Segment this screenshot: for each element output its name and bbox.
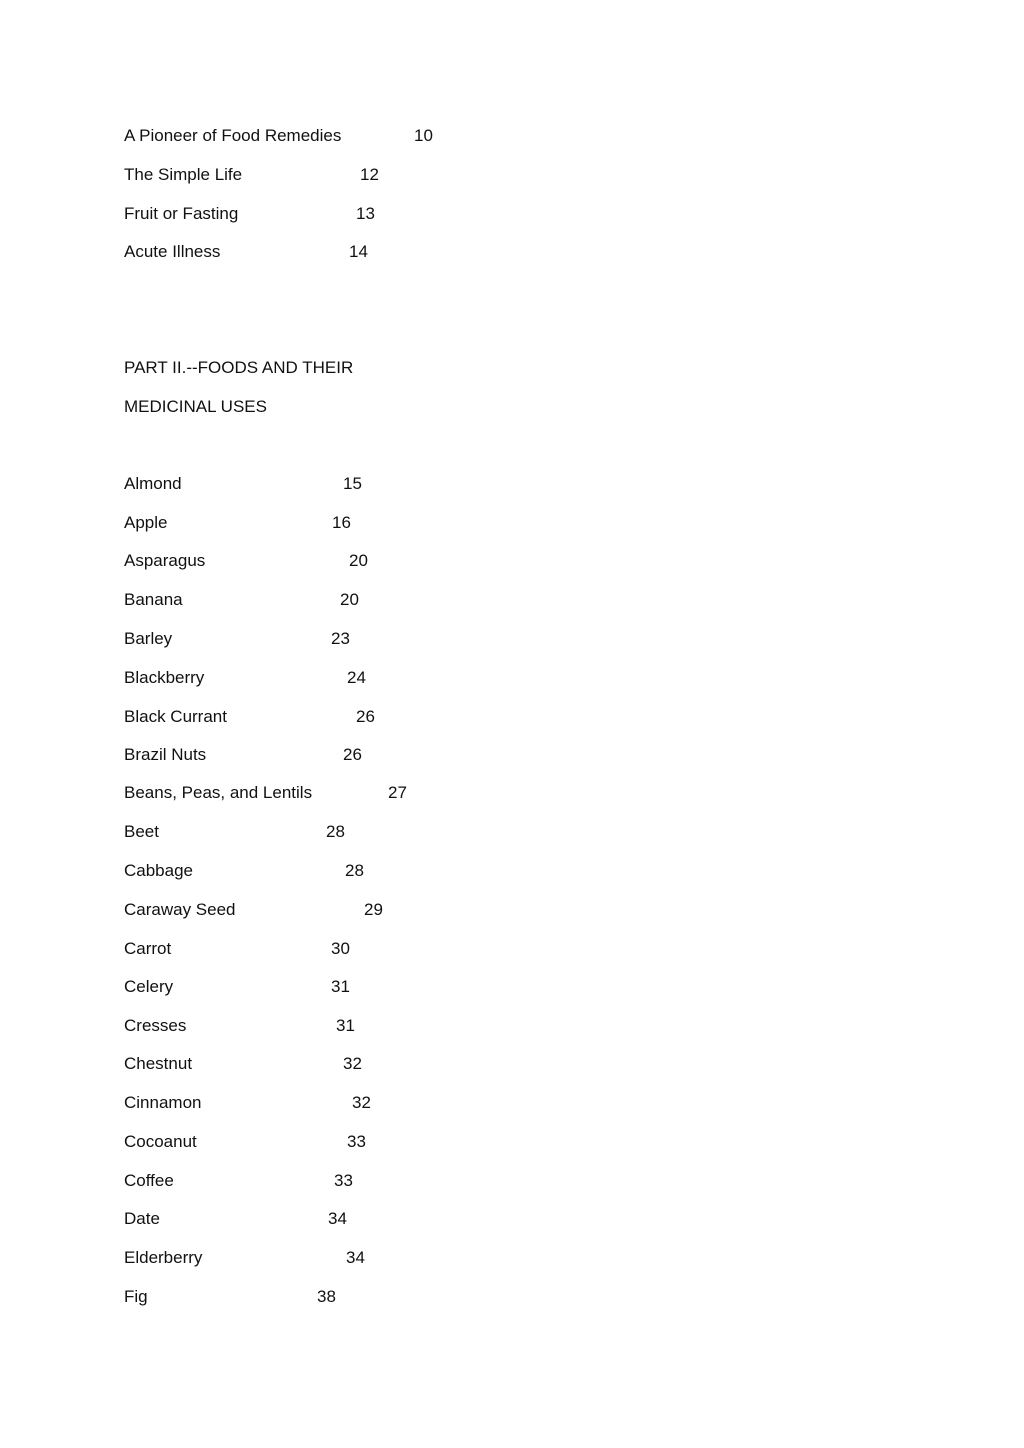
- toc-entry-page: 24: [347, 668, 366, 687]
- toc-entry: [124, 588, 359, 612]
- toc-entry: [124, 975, 350, 999]
- toc-entry-page: 14: [349, 242, 368, 261]
- section-heading-line2: MEDICINAL USES: [124, 397, 267, 416]
- toc-entry-title: A Pioneer of Food Remedies: [124, 126, 342, 145]
- toc-entry-page: 31: [331, 977, 350, 996]
- toc-entry: [124, 1246, 365, 1270]
- toc-entry: [124, 1285, 336, 1309]
- toc-entry-title: Date: [124, 1209, 160, 1228]
- toc-entry-page: 31: [336, 1016, 355, 1035]
- toc-entry: [124, 937, 350, 961]
- toc-entry-page: 32: [343, 1054, 362, 1073]
- toc-entry-page: 16: [332, 513, 351, 532]
- toc-entry-title: Coffee: [124, 1171, 174, 1190]
- toc-entry-page: 15: [343, 474, 362, 493]
- toc-entry-page: 30: [331, 939, 350, 958]
- toc-entry: [124, 1091, 371, 1115]
- toc-entry: [124, 1207, 347, 1231]
- toc-entry: [124, 1052, 362, 1076]
- toc-entry: [124, 1014, 355, 1038]
- toc-entry-page: 33: [347, 1132, 366, 1151]
- toc-entry-title: Black Currant: [124, 707, 227, 726]
- toc-entry: [124, 1169, 353, 1193]
- toc-entry-title: Cocoanut: [124, 1132, 197, 1151]
- toc-entry-page: 33: [334, 1171, 353, 1190]
- toc-entry: [124, 666, 366, 690]
- toc-entry-title: Cresses: [124, 1016, 187, 1035]
- toc-entry: [124, 705, 375, 729]
- toc-entry-page: 13: [356, 204, 375, 223]
- toc-entry: [124, 472, 362, 496]
- toc-entry-title: Beet: [124, 822, 159, 841]
- toc-entry: [124, 549, 368, 573]
- toc-entry: [124, 898, 383, 922]
- toc-entry-page: 26: [343, 745, 362, 764]
- toc-entry-title: Chestnut: [124, 1054, 193, 1073]
- toc-entry: [124, 511, 351, 535]
- toc-entry-title: Cabbage: [124, 861, 194, 880]
- toc-entry-page: 34: [346, 1248, 365, 1267]
- toc-entry: [124, 124, 433, 148]
- toc-entry-title: Caraway Seed: [124, 900, 236, 919]
- toc-entry: [124, 781, 407, 805]
- toc-entry: [124, 627, 350, 651]
- toc-entry-page: 34: [328, 1209, 347, 1228]
- toc-entry-title: Almond: [124, 474, 182, 493]
- toc-entry-title: Asparagus: [124, 551, 206, 570]
- section-heading-line1: PART II.--FOODS AND THEIR: [124, 358, 354, 377]
- toc-entry-title: The Simple Life: [124, 165, 243, 184]
- toc-entry: [124, 202, 375, 226]
- toc-entry-title: Brazil Nuts: [124, 745, 207, 764]
- toc-entry-title: Fruit or Fasting: [124, 204, 239, 223]
- toc-entry-page: 28: [345, 861, 364, 880]
- toc-entry: [124, 240, 368, 264]
- toc-entry-page: 28: [326, 822, 345, 841]
- toc-entry-page: 20: [340, 590, 359, 609]
- toc-entry-title: Cinnamon: [124, 1093, 202, 1112]
- toc-entry-title: Carrot: [124, 939, 172, 958]
- toc-entry-page: 10: [414, 126, 433, 145]
- toc-entry-title: Elderberry: [124, 1248, 203, 1267]
- toc-entry: [124, 163, 379, 187]
- toc-entry-title: Acute Illness: [124, 242, 221, 261]
- toc-entry-page: 32: [352, 1093, 371, 1112]
- toc-entry: [124, 859, 364, 883]
- toc-entry-title: Banana: [124, 590, 183, 609]
- toc-entry-page: 20: [349, 551, 368, 570]
- toc-entry-title: Fig: [124, 1287, 148, 1306]
- toc-entry-page: 27: [388, 783, 407, 802]
- toc-entry-title: Apple: [124, 513, 168, 532]
- toc-entry-title: Celery: [124, 977, 174, 996]
- toc-entry: [124, 743, 362, 767]
- toc-entry-page: 29: [364, 900, 383, 919]
- toc-entry-page: 38: [317, 1287, 336, 1306]
- toc-entry-page: 23: [331, 629, 350, 648]
- toc-entry: [124, 820, 345, 844]
- toc-entry-title: Beans, Peas, and Lentils: [124, 783, 313, 802]
- toc-entry-title: Barley: [124, 629, 173, 648]
- toc-entry: [124, 1130, 366, 1154]
- toc-entry-title: Blackberry: [124, 668, 205, 687]
- toc-entry-page: 26: [356, 707, 375, 726]
- toc-entry-page: 12: [360, 165, 379, 184]
